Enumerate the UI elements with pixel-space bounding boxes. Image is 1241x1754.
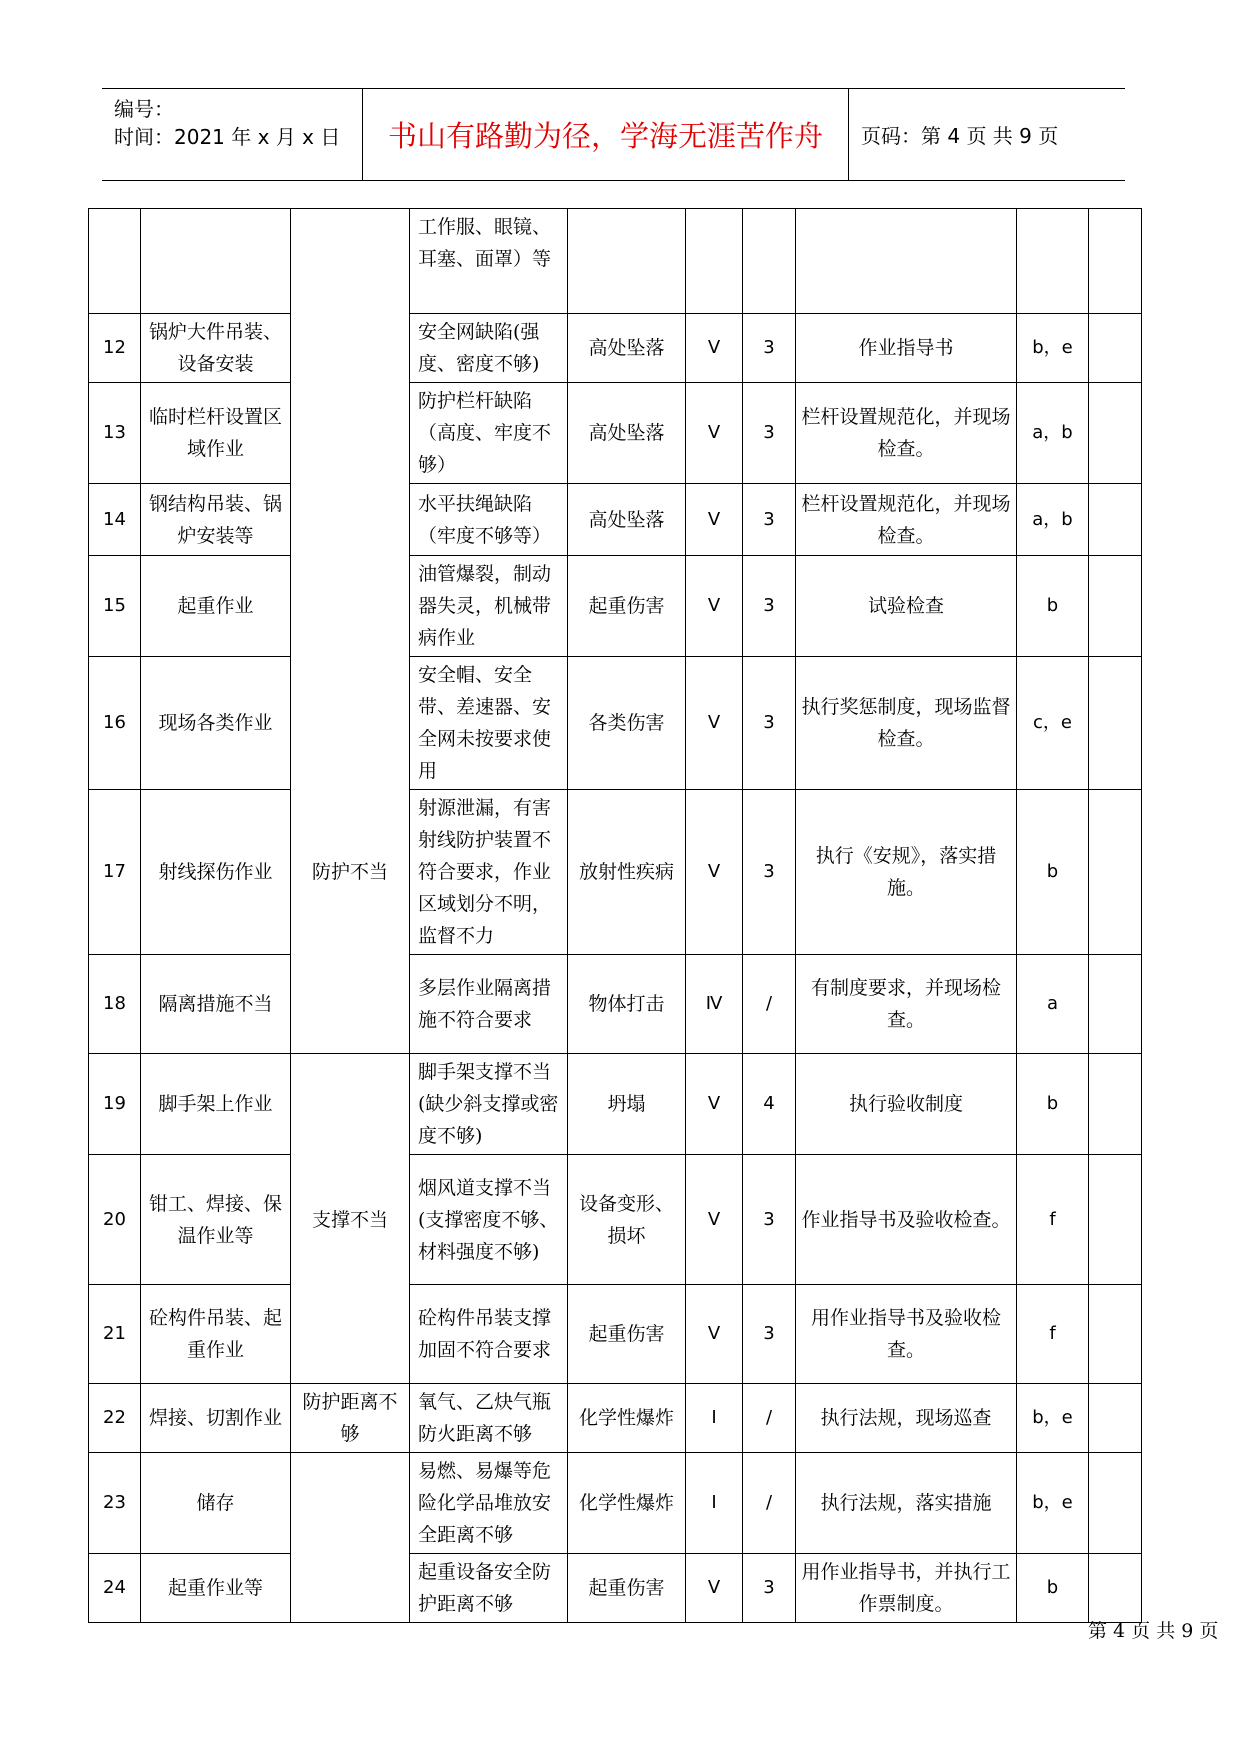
hazard-type-cell: 防护不当: [291, 790, 410, 955]
control-cell: b，e: [1017, 314, 1089, 383]
measure-cell: 用作业指导书及验收检查。: [796, 1285, 1017, 1384]
activity-cell: 起重作业: [141, 556, 291, 657]
cause-cell: 安全帽、安全带、差速器、安全网未按要求使用: [410, 657, 568, 790]
table-row: [89, 1554, 1142, 1623]
table-row: [89, 1384, 1142, 1453]
score-cell: /: [743, 1453, 796, 1554]
consequence-cell: 物体打击: [568, 955, 686, 1054]
score-cell: /: [743, 1384, 796, 1453]
cause-cell: 氧气、乙炔气瓶防火距离不够: [410, 1384, 568, 1453]
cause-cell: 脚手架支撑不当(缺少斜支撑或密度不够): [410, 1054, 568, 1155]
extra-cell: [1089, 556, 1142, 657]
extra-cell: [1089, 1453, 1142, 1554]
cause-cell: 多层作业隔离措施不符合要求: [410, 955, 568, 1054]
consequence-cell: 各类伤害: [568, 657, 686, 790]
control-cell: f: [1017, 1285, 1089, 1384]
table-row: [89, 484, 1142, 556]
control-cell: b，e: [1017, 1453, 1089, 1554]
control-cell: a，b: [1017, 484, 1089, 556]
row-number: 18: [89, 955, 141, 1054]
row-number: 21: [89, 1285, 141, 1384]
level-cell: Ⅳ: [686, 955, 743, 1054]
row-number: [89, 209, 141, 314]
consequence-cell: [568, 209, 686, 314]
activity-cell: 脚手架上作业: [141, 1054, 291, 1155]
cause-cell: 烟风道支撑不当(支撑密度不够、材料强度不够): [410, 1155, 568, 1285]
score-cell: 3: [743, 1285, 796, 1384]
table-row: [89, 209, 1142, 314]
hazard-type-cell: 支撑不当: [291, 1155, 410, 1285]
row-number: 13: [89, 383, 141, 484]
hazard-type-cell: [291, 1054, 410, 1155]
table-row: [89, 790, 1142, 955]
score-cell: 3: [743, 657, 796, 790]
activity-cell: 储存: [141, 1453, 291, 1554]
hazard-type-cell: [291, 1453, 410, 1554]
header-info: [102, 89, 363, 180]
measure-cell: 栏杆设置规范化，并现场检查。: [796, 484, 1017, 556]
score-cell: [743, 209, 796, 314]
level-cell: V: [686, 314, 743, 383]
extra-cell: [1089, 790, 1142, 955]
cause-cell: 安全网缺陷(强度、密度不够): [410, 314, 568, 383]
control-cell: b: [1017, 1554, 1089, 1623]
row-number: 19: [89, 1054, 141, 1155]
row-number: 12: [89, 314, 141, 383]
document-header: [102, 88, 1125, 181]
score-cell: /: [743, 955, 796, 1054]
measure-cell: 执行奖惩制度，现场监督检查。: [796, 657, 1017, 790]
hazard-type-cell: [291, 484, 410, 556]
activity-cell: 砼构件吊装、起重作业: [141, 1285, 291, 1384]
hazard-type-cell: [291, 657, 410, 790]
table-row: [89, 657, 1142, 790]
hazard-type-cell: [291, 209, 410, 314]
control-cell: a: [1017, 955, 1089, 1054]
cause-cell: 起重设备安全防护距离不够: [410, 1554, 568, 1623]
consequence-cell: 起重伤害: [568, 556, 686, 657]
consequence-cell: 化学性爆炸: [568, 1384, 686, 1453]
table-row: [89, 1285, 1142, 1384]
score-cell: 3: [743, 1155, 796, 1285]
hazard-type-cell: [291, 955, 410, 1054]
row-number: 24: [89, 1554, 141, 1623]
score-cell: 3: [743, 790, 796, 955]
control-cell: b: [1017, 790, 1089, 955]
table-row: [89, 955, 1142, 1054]
activity-cell: 钳工、焊接、保温作业等: [141, 1155, 291, 1285]
level-cell: V: [686, 657, 743, 790]
consequence-cell: 高处坠落: [568, 383, 686, 484]
measure-cell: 执行法规，现场巡查: [796, 1384, 1017, 1453]
cause-cell: 防护栏杆缺陷（高度、牢度不够）: [410, 383, 568, 484]
hazard-type-cell: 防护距离不够: [291, 1384, 410, 1453]
number-label: 编号：: [114, 97, 174, 121]
hazard-type-cell: [291, 314, 410, 383]
measure-cell: 作业指导书及验收检查。: [796, 1155, 1017, 1285]
hazard-type-cell: [291, 556, 410, 657]
consequence-cell: 坍塌: [568, 1054, 686, 1155]
measure-cell: 执行《安规》，落实措施。: [796, 790, 1017, 955]
hazard-type-cell: [291, 383, 410, 484]
extra-cell: [1089, 383, 1142, 484]
consequence-cell: 化学性爆炸: [568, 1453, 686, 1554]
cause-cell: 砼构件吊装支撑加固不符合要求: [410, 1285, 568, 1384]
level-cell: V: [686, 1155, 743, 1285]
extra-cell: [1089, 314, 1142, 383]
extra-cell: [1089, 1285, 1142, 1384]
measure-cell: [796, 209, 1017, 314]
control-cell: b: [1017, 1054, 1089, 1155]
measure-cell: 用作业指导书，并执行工作票制度。: [796, 1554, 1017, 1623]
table-row: [89, 1054, 1142, 1155]
consequence-cell: 高处坠落: [568, 484, 686, 556]
level-cell: V: [686, 1054, 743, 1155]
cause-cell: 油管爆裂，制动器失灵，机械带病作业: [410, 556, 568, 657]
level-cell: V: [686, 790, 743, 955]
motto: 书山有路勤为径，学海无涯苦作舟: [363, 89, 849, 180]
level-cell: V: [686, 1285, 743, 1384]
consequence-cell: 起重伤害: [568, 1554, 686, 1623]
extra-cell: [1089, 657, 1142, 790]
cause-cell: 工作服、眼镜、耳塞、面罩）等: [410, 209, 568, 314]
level-cell: V: [686, 1554, 743, 1623]
score-cell: 3: [743, 383, 796, 484]
time-label: 时间：2021 年 x 月 x 日: [114, 125, 341, 149]
hazard-type-cell: [291, 1554, 410, 1623]
row-number: 22: [89, 1384, 141, 1453]
table-row: [89, 1453, 1142, 1554]
table-row: [89, 1155, 1142, 1285]
extra-cell: [1089, 1155, 1142, 1285]
activity-cell: 射线探伤作业: [141, 790, 291, 955]
measure-cell: 作业指导书: [796, 314, 1017, 383]
row-number: 17: [89, 790, 141, 955]
measure-cell: 栏杆设置规范化，并现场检查。: [796, 383, 1017, 484]
measure-cell: 试验检查: [796, 556, 1017, 657]
cause-cell: 射源泄漏，有害射线防护装置不符合要求，作业区域划分不明，监督不力: [410, 790, 568, 955]
activity-cell: 隔离措施不当: [141, 955, 291, 1054]
table-row: [89, 314, 1142, 383]
measure-cell: 执行验收制度: [796, 1054, 1017, 1155]
cause-cell: 水平扶绳缺陷（牢度不够等）: [410, 484, 568, 556]
extra-cell: [1089, 1554, 1142, 1623]
extra-cell: [1089, 1384, 1142, 1453]
control-cell: f: [1017, 1155, 1089, 1285]
measure-cell: 执行法规，落实措施: [796, 1453, 1017, 1554]
row-number: 23: [89, 1453, 141, 1554]
control-cell: a，b: [1017, 383, 1089, 484]
consequence-cell: 放射性疾病: [568, 790, 686, 955]
activity-cell: 起重作业等: [141, 1554, 291, 1623]
level-cell: V: [686, 484, 743, 556]
page-code: 页码：第 4 页 共 9 页: [861, 124, 1059, 148]
consequence-cell: 高处坠落: [568, 314, 686, 383]
activity-cell: 钢结构吊装、锅炉安装等: [141, 484, 291, 556]
score-cell: 3: [743, 484, 796, 556]
consequence-cell: 起重伤害: [568, 1285, 686, 1384]
row-number: 20: [89, 1155, 141, 1285]
level-cell: I: [686, 1453, 743, 1554]
extra-cell: [1089, 955, 1142, 1054]
level-cell: V: [686, 383, 743, 484]
control-cell: c，e: [1017, 657, 1089, 790]
control-cell: b: [1017, 556, 1089, 657]
level-cell: I: [686, 1384, 743, 1453]
activity-cell: 焊接、切割作业: [141, 1384, 291, 1453]
measure-cell: 有制度要求，并现场检查。: [796, 955, 1017, 1054]
extra-cell: [1089, 484, 1142, 556]
level-cell: [686, 209, 743, 314]
activity-cell: [141, 209, 291, 314]
table-row: [89, 556, 1142, 657]
score-cell: 3: [743, 314, 796, 383]
consequence-cell: 设备变形、损坏: [568, 1155, 686, 1285]
hazard-type-cell: [291, 1285, 410, 1384]
table-row: [89, 383, 1142, 484]
row-number: 14: [89, 484, 141, 556]
score-cell: 3: [743, 556, 796, 657]
row-number: 16: [89, 657, 141, 790]
risk-table: [88, 208, 1142, 1623]
score-cell: 4: [743, 1054, 796, 1155]
control-cell: [1017, 209, 1089, 314]
activity-cell: 临时栏杆设置区域作业: [141, 383, 291, 484]
activity-cell: 现场各类作业: [141, 657, 291, 790]
extra-cell: [1089, 209, 1142, 314]
extra-cell: [1089, 1054, 1142, 1155]
activity-cell: 锅炉大件吊装、设备安装: [141, 314, 291, 383]
level-cell: V: [686, 556, 743, 657]
page-footer: 第 4 页 共 9 页: [1088, 1620, 1219, 1642]
control-cell: b，e: [1017, 1384, 1089, 1453]
row-number: 15: [89, 556, 141, 657]
score-cell: 3: [743, 1554, 796, 1623]
cause-cell: 易燃、易爆等危险化学品堆放安全距离不够: [410, 1453, 568, 1554]
